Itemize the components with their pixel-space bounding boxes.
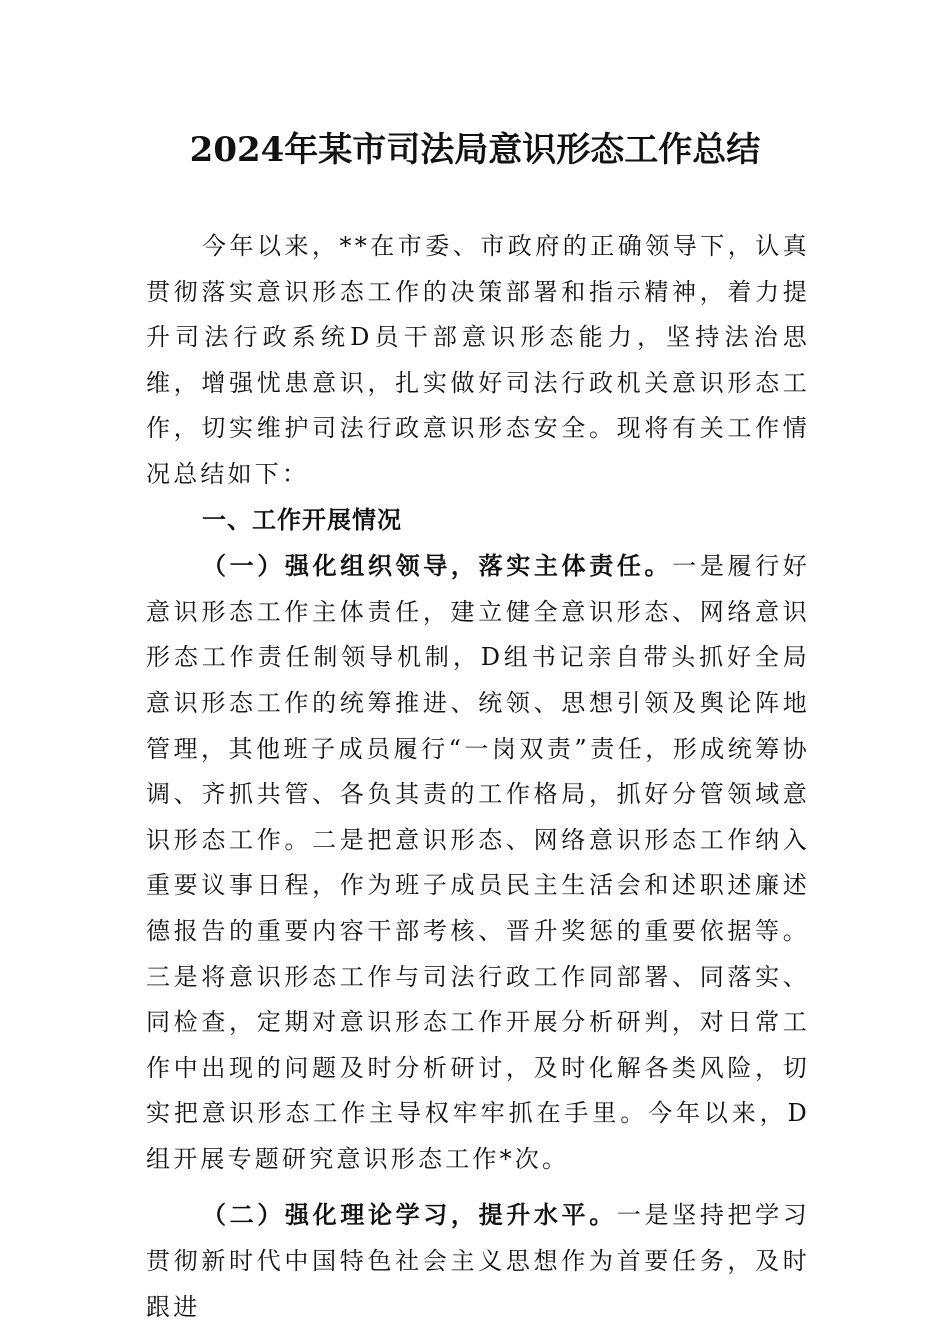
paragraph-2 — [146, 1192, 810, 1330]
section-heading: 一、工作开展情况 — [202, 505, 402, 534]
document-title: 2024年某市司法局意识形态工作总结 — [189, 130, 761, 170]
document-body — [146, 224, 810, 1330]
paragraph-1-body: 一是履行好意识形态工作主体责任，建立健全意识形态、网络意识形态工作责任制领导机制，D组书记亲自带头抓好全局意识形态工作的统筹推进、统领、思想引领及舆论阵地管理，其他班子成员履行“一岗双责”责任，形成统筹协调、齐抓共管、各负其责的工作格局，抓好分管领域意识形态工作。二是把意识形态、网络意识形态工作纳入重要议事日程，作为班子成员民主生活会和述职述廉述德报告的重要内容干部考核、晋升奖惩的重要依据等。三是将意识形态工作与司法行政工作同部署、同落实、同检查，定期对意识形态工作开展分析研判，对日常工作中出现的问题及时分析研讨，及时化解各类风险，切实把意识形态工作主导权牢牢抓在手里。今年以来，D组开展专题研究意识形态工作*次。 — [146, 552, 810, 1173]
paragraph-1-lead: （一）强化组织领导，落实主体责任。 — [202, 551, 673, 581]
paragraph-1 — [146, 543, 810, 1182]
intro-paragraph: 今年以来，**在市委、市政府的正确领导下，认真贯彻落实意识形态工作的决策部署和指示精神，着力提升司法行政系统D员干部意识形态能力，坚持法治思维，增强忧患意识，扎实做好司法行政机关意识形态工作，切实维护司法行政意识形态安全。现将有关工作情况总结如下： — [146, 232, 810, 488]
paragraph-2-body: 一是坚持把学习贯彻新时代中国特色社会主义思想作为首要任务，及时跟进 — [146, 1201, 811, 1321]
paragraph-2-lead: （二）强化理论学习，提升水平。 — [202, 1200, 617, 1230]
